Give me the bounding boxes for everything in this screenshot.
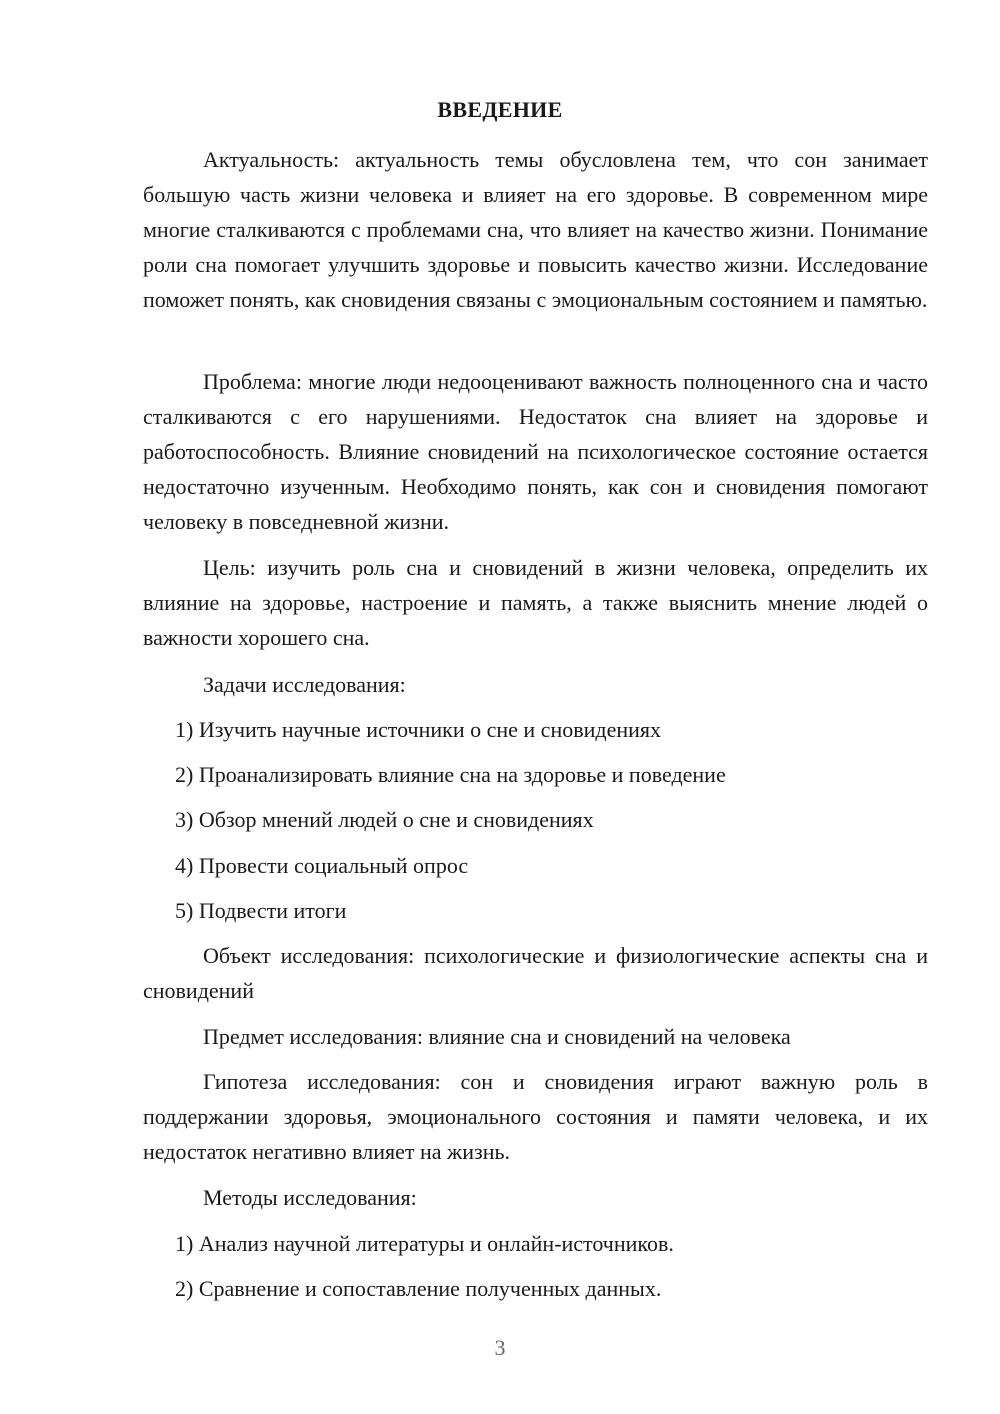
paragraph-relevance: Актуальность: актуальность темы обусловлена тем, что сон занимает большую часть жизни человека и влияет на его здоровье. В современном мире многие сталкиваются с проблемами сна, что влияет на качество жизни. Понимание роли сна помогает улучшить здоровье и повысить качество жизни. Исследование поможет понять, как сновидения связаны с эмоциональным состоянием и памятью. — [143, 147, 928, 312]
paragraph-goal: Цель: изучить роль сна и сновидений в жизни человека, определить их влияние на здоровье, настроение и память, а также выяснить мнение людей о важности хорошего сна. — [143, 555, 928, 650]
paragraph-problem: Проблема: многие люди недооценивают важность полноценного сна и часто сталкиваются с его нарушениями. Недостаток сна влияет на здоровье и работоспособность. Влияние сновидений на психологическое состояние остается недостаточно изученным. Необходимо понять, как сон и сновидения помогают человеку в повседневной жизни. — [143, 369, 928, 534]
methods-title: Методы исследования: — [203, 1185, 417, 1210]
task-item: 4) Провести социальный опрос — [175, 853, 469, 878]
paragraph-hypothesis: Гипотеза исследования: сон и сновидения играют важную роль в поддержании здоровья, эмоционального состояния и памяти человека, и их недостаток негативно влияет на жизнь. — [143, 1069, 928, 1164]
method-item: 1) Анализ научной литературы и онлайн-источников. — [175, 1231, 674, 1256]
task-item: 3) Обзор мнений людей о сне и сновидениях — [175, 807, 594, 832]
paragraph-subject: Предмет исследования: влияние сна и сновидений на человека — [203, 1024, 791, 1049]
page-number: 3 — [494, 1335, 506, 1360]
paragraph-object: Объект исследования: психологические и физиологические аспекты сна и сновидений — [143, 943, 928, 1003]
method-item: 2) Сравнение и сопоставление полученных данных. — [175, 1276, 662, 1301]
tasks-title: Задачи исследования: — [203, 672, 406, 697]
section-heading: ВВЕДЕНИЕ — [437, 97, 563, 122]
task-item: 2) Проанализировать влияние сна на здоровье и поведение — [175, 762, 726, 787]
task-item: 1) Изучить научные источники о сне и сновидениях — [175, 717, 661, 742]
task-item: 5) Подвести итоги — [175, 898, 347, 923]
